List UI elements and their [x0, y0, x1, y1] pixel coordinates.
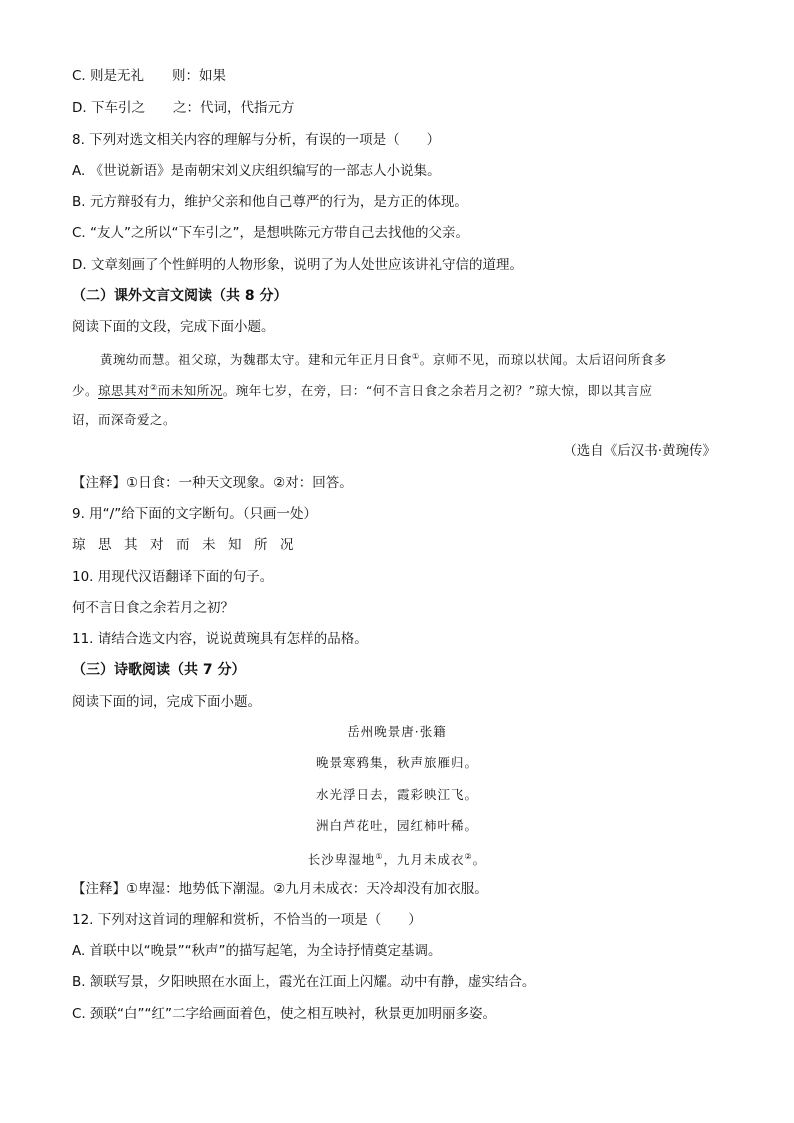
q7-option-c: [72, 66, 226, 86]
q9-char: 所: [254, 537, 268, 553]
q9-char: 知: [228, 537, 242, 553]
q9-char: 未: [202, 537, 216, 553]
q11-stem: 11. 请结合选文内容，说说黄琬具有怎样的品格。: [72, 631, 368, 647]
poem-line-4: [0, 847, 794, 870]
passage-line-2: [72, 378, 653, 401]
q12-option-a: A. 首联中以“晚景”“秋声”的描写起笔，为全诗抒情奠定基调。: [72, 943, 442, 959]
passage-source: （选自《后汉书·黄琬传》: [563, 443, 716, 459]
poem-title: 岳州晚景唐·张籍: [347, 724, 447, 739]
q12-option-c: C. 颈联“白”“红”二字给画面着色，使之相互映衬，秋景更加明丽多姿。: [72, 1006, 496, 1022]
passage-line-1-text: 黄琬幼而慧。祖父琼，为魏郡太守。建和元年正月日食: [100, 352, 413, 368]
q8-option-a: A. 《世说新语》是南朝宋刘义庆组织编写的一部志人小说集。: [72, 163, 441, 179]
q7-option-d: [72, 98, 294, 118]
q9-chars: [72, 535, 306, 555]
footnote-marker: ①: [412, 352, 420, 361]
q9-char: 其: [124, 537, 138, 553]
q9-stem: 9. 用“/”给下面的文字断句。（只画一处）: [72, 506, 317, 522]
q9-char: 思: [98, 537, 112, 553]
poem-line-4-part-2: ，九月未成衣: [383, 852, 465, 868]
section2-heading: （二）课外文言文阅读（共 8 分）: [72, 288, 288, 304]
footnote-marker: ②: [150, 383, 158, 392]
q8-option-d: D. 文章刻画了个性鲜明的人物形象，说明了为人处世应该讲礼守信的道理。: [72, 257, 523, 273]
passage-line-1: [100, 347, 667, 370]
poem-line-3: 洲白芦花吐，园红柿叶稀。: [315, 818, 478, 833]
q9-char: 琼: [72, 537, 86, 553]
footnote-marker: ①: [375, 852, 384, 861]
q9-char: 对: [150, 537, 164, 553]
q9-char: 况: [280, 537, 294, 553]
poem-line-2: 水光浮日去，霞彩映江飞。: [315, 787, 478, 802]
q7-option-c-word: C. 则是无礼: [72, 68, 145, 84]
poem-line-4-end: 。: [472, 852, 487, 868]
underlined-text-1: 琼思其对: [98, 383, 151, 399]
q7-option-d-word: D. 下车引之: [72, 100, 145, 116]
section3-instruction: 阅读下面的词，完成下面小题。: [72, 694, 261, 710]
passage-line-3: 诏，而深奇爱之。: [72, 412, 177, 427]
footnote-marker: ②: [464, 852, 473, 861]
q12-option-b: B. 颔联写景，夕阳映照在水面上，霞光在江面上闪耀。动中有静，虚实结合。: [72, 974, 536, 990]
q10-stem: 10. 用现代汉语翻译下面的句子。: [72, 569, 274, 585]
q8-option-b: B. 元方辩驳有力，维护父亲和他自己尊严的行为，是方正的体现。: [72, 194, 468, 210]
poem-line-4-part-1: 长沙卑湿地: [307, 852, 376, 868]
passage-line-2-rest: 。琬年七岁，在旁，曰：“何不言日食之余若月之初？”琼大惊，即以其言应: [222, 383, 653, 399]
q12-stem: 12. 下列对这首词的理解和赏析，不恰当的一项是（ ）: [72, 912, 422, 928]
q8-option-c: C. “友人”之所以“下车引之”，是想哄陈元方带自己去找他的父亲。: [72, 225, 469, 241]
section3-note: 【注释】①卑湿：地势低下潮湿。②九月未成衣：天冷却没有加衣服。: [72, 881, 488, 897]
section2-instruction: 阅读下面的文段，完成下面小题。: [72, 319, 275, 335]
underlined-text-2: 而未知所况: [157, 383, 223, 399]
q10-sentence: 何不言日食之余若月之初？: [72, 600, 234, 616]
q8-stem: 8. 下列对选文相关内容的理解与分析，有误的一项是（ ）: [72, 132, 441, 148]
q7-option-d-gloss: 之：代词，代指元方: [172, 100, 295, 116]
section3-heading: （三）诗歌阅读（共 7 分）: [72, 662, 246, 678]
passage-line-2-start: 少。: [72, 383, 99, 399]
poem-line-1: 晚景寒鸦集，秋声旅雁归。: [315, 755, 478, 770]
section2-note: 【注释】①日食：一种天文现象。②对：回答。: [72, 475, 353, 491]
q7-option-c-gloss: 则：如果: [172, 68, 227, 84]
passage-line-1-text-end: 。京师不见，而琼以状闻。太后诏问所食多: [419, 352, 667, 368]
q9-char: 而: [176, 537, 190, 553]
underlined-phrase: [98, 383, 223, 398]
